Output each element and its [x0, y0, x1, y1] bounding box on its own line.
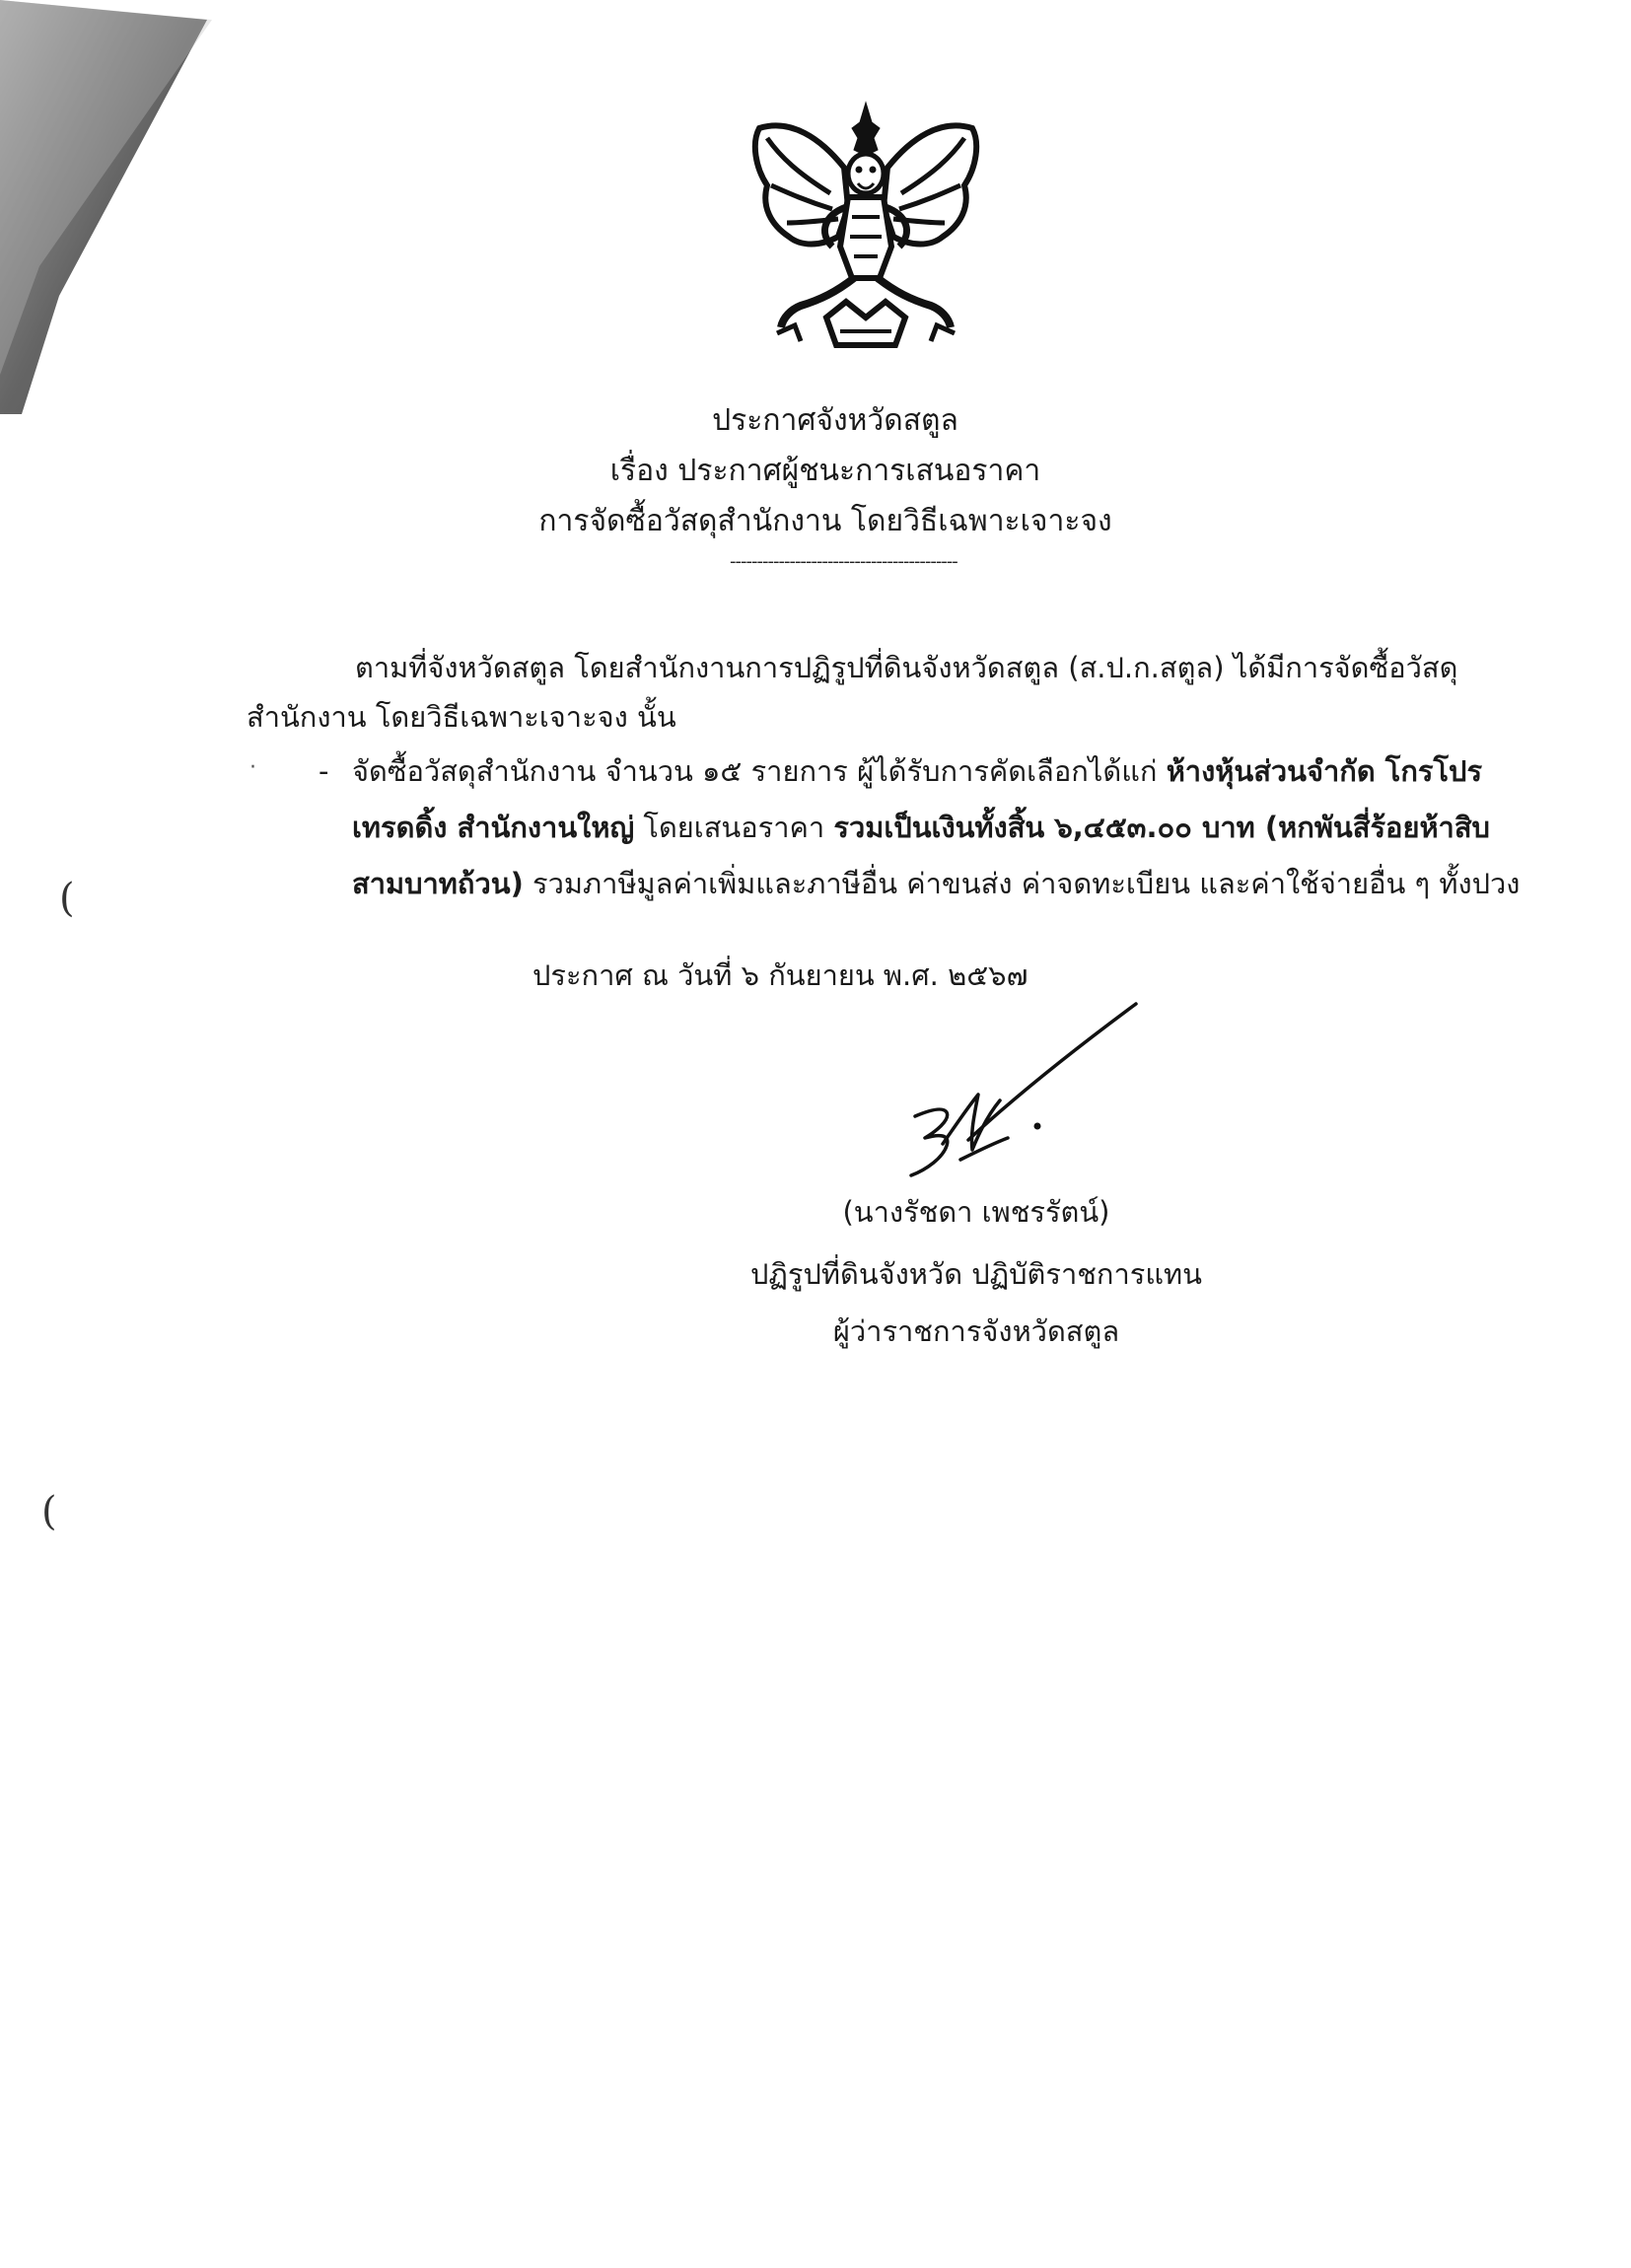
announcement-title: ประกาศจังหวัดสตูล: [712, 403, 958, 438]
garuda-emblem-icon: [742, 99, 990, 360]
tax-inclusion-note: รวมภาษีมูลค่าเพิ่มและภาษีอื่น ค่าขนส่ง ค่าจดทะเบียน และค่าใช้จ่ายอื่น ๆ ทั้งปวง: [523, 867, 1521, 900]
award-item-line-1: [352, 752, 1482, 790]
intro-paragraph-line-2: สำนักงาน โดยวิธีเฉพาะเจาะจง นั้น: [247, 700, 676, 734]
total-amount: รวมเป็นเงินทั้งสิ้น ๖,๔๕๓.๐๐ บาท (หกพันสี่ร้อยห้าสิบ: [833, 811, 1490, 844]
award-item-line-3: [352, 865, 1520, 902]
handwritten-signature: [878, 996, 1139, 1193]
announcement-date: ประกาศ ณ วันที่ ๖ กันยายน พ.ศ. ๒๕๖๗: [532, 958, 1028, 992]
award-item-line-2: [352, 809, 1490, 846]
scan-edge-shadow: [0, 0, 212, 434]
scan-margin-mark: (: [41, 1489, 57, 1534]
scan-margin-mark: (: [59, 876, 75, 921]
winner-name-cont: เทรดดิ้ง สำนักงานใหญ่: [352, 811, 635, 844]
heading-divider: ------------------------------------------: [730, 551, 957, 572]
winner-name: ห้างหุ้นส่วนจำกัด โกรโปร: [1166, 754, 1483, 788]
offer-label: โดยเสนอราคา: [634, 811, 834, 844]
signatory-position-2: ผู้ว่าราชการจังหวัดสตูล: [832, 1314, 1120, 1348]
signatory-position-1: ปฏิรูปที่ดินจังหวัด ปฏิบัติราชการแทน: [750, 1257, 1202, 1291]
intro-paragraph-line-1: ตามที่จังหวัดสตูล โดยสำนักงานการปฏิรูปที่ดินจังหวัดสตูล (ส.ป.ก.สตูล) ได้มีการจัดซื้อวัสดุ: [355, 651, 1458, 684]
total-amount-cont: สามบาทถ้วน): [352, 867, 524, 900]
announcement-procurement-method: การจัดซื้อวัสดุสำนักงาน โดยวิธีเฉพาะเจาะจง: [538, 504, 1112, 538]
signatory-name: (นางรัชดา เพชรรัตน์): [842, 1195, 1110, 1229]
list-bullet: -: [319, 754, 329, 788]
scan-speck: ·: [249, 755, 256, 780]
announcement-subject: เรื่อง ประกาศผู้ชนะการเสนอราคา: [609, 454, 1041, 488]
item-description: จัดซื้อวัสดุสำนักงาน จำนวน ๑๕ รายการ ผู้ได้รับการคัดเลือกได้แก่: [352, 754, 1167, 788]
